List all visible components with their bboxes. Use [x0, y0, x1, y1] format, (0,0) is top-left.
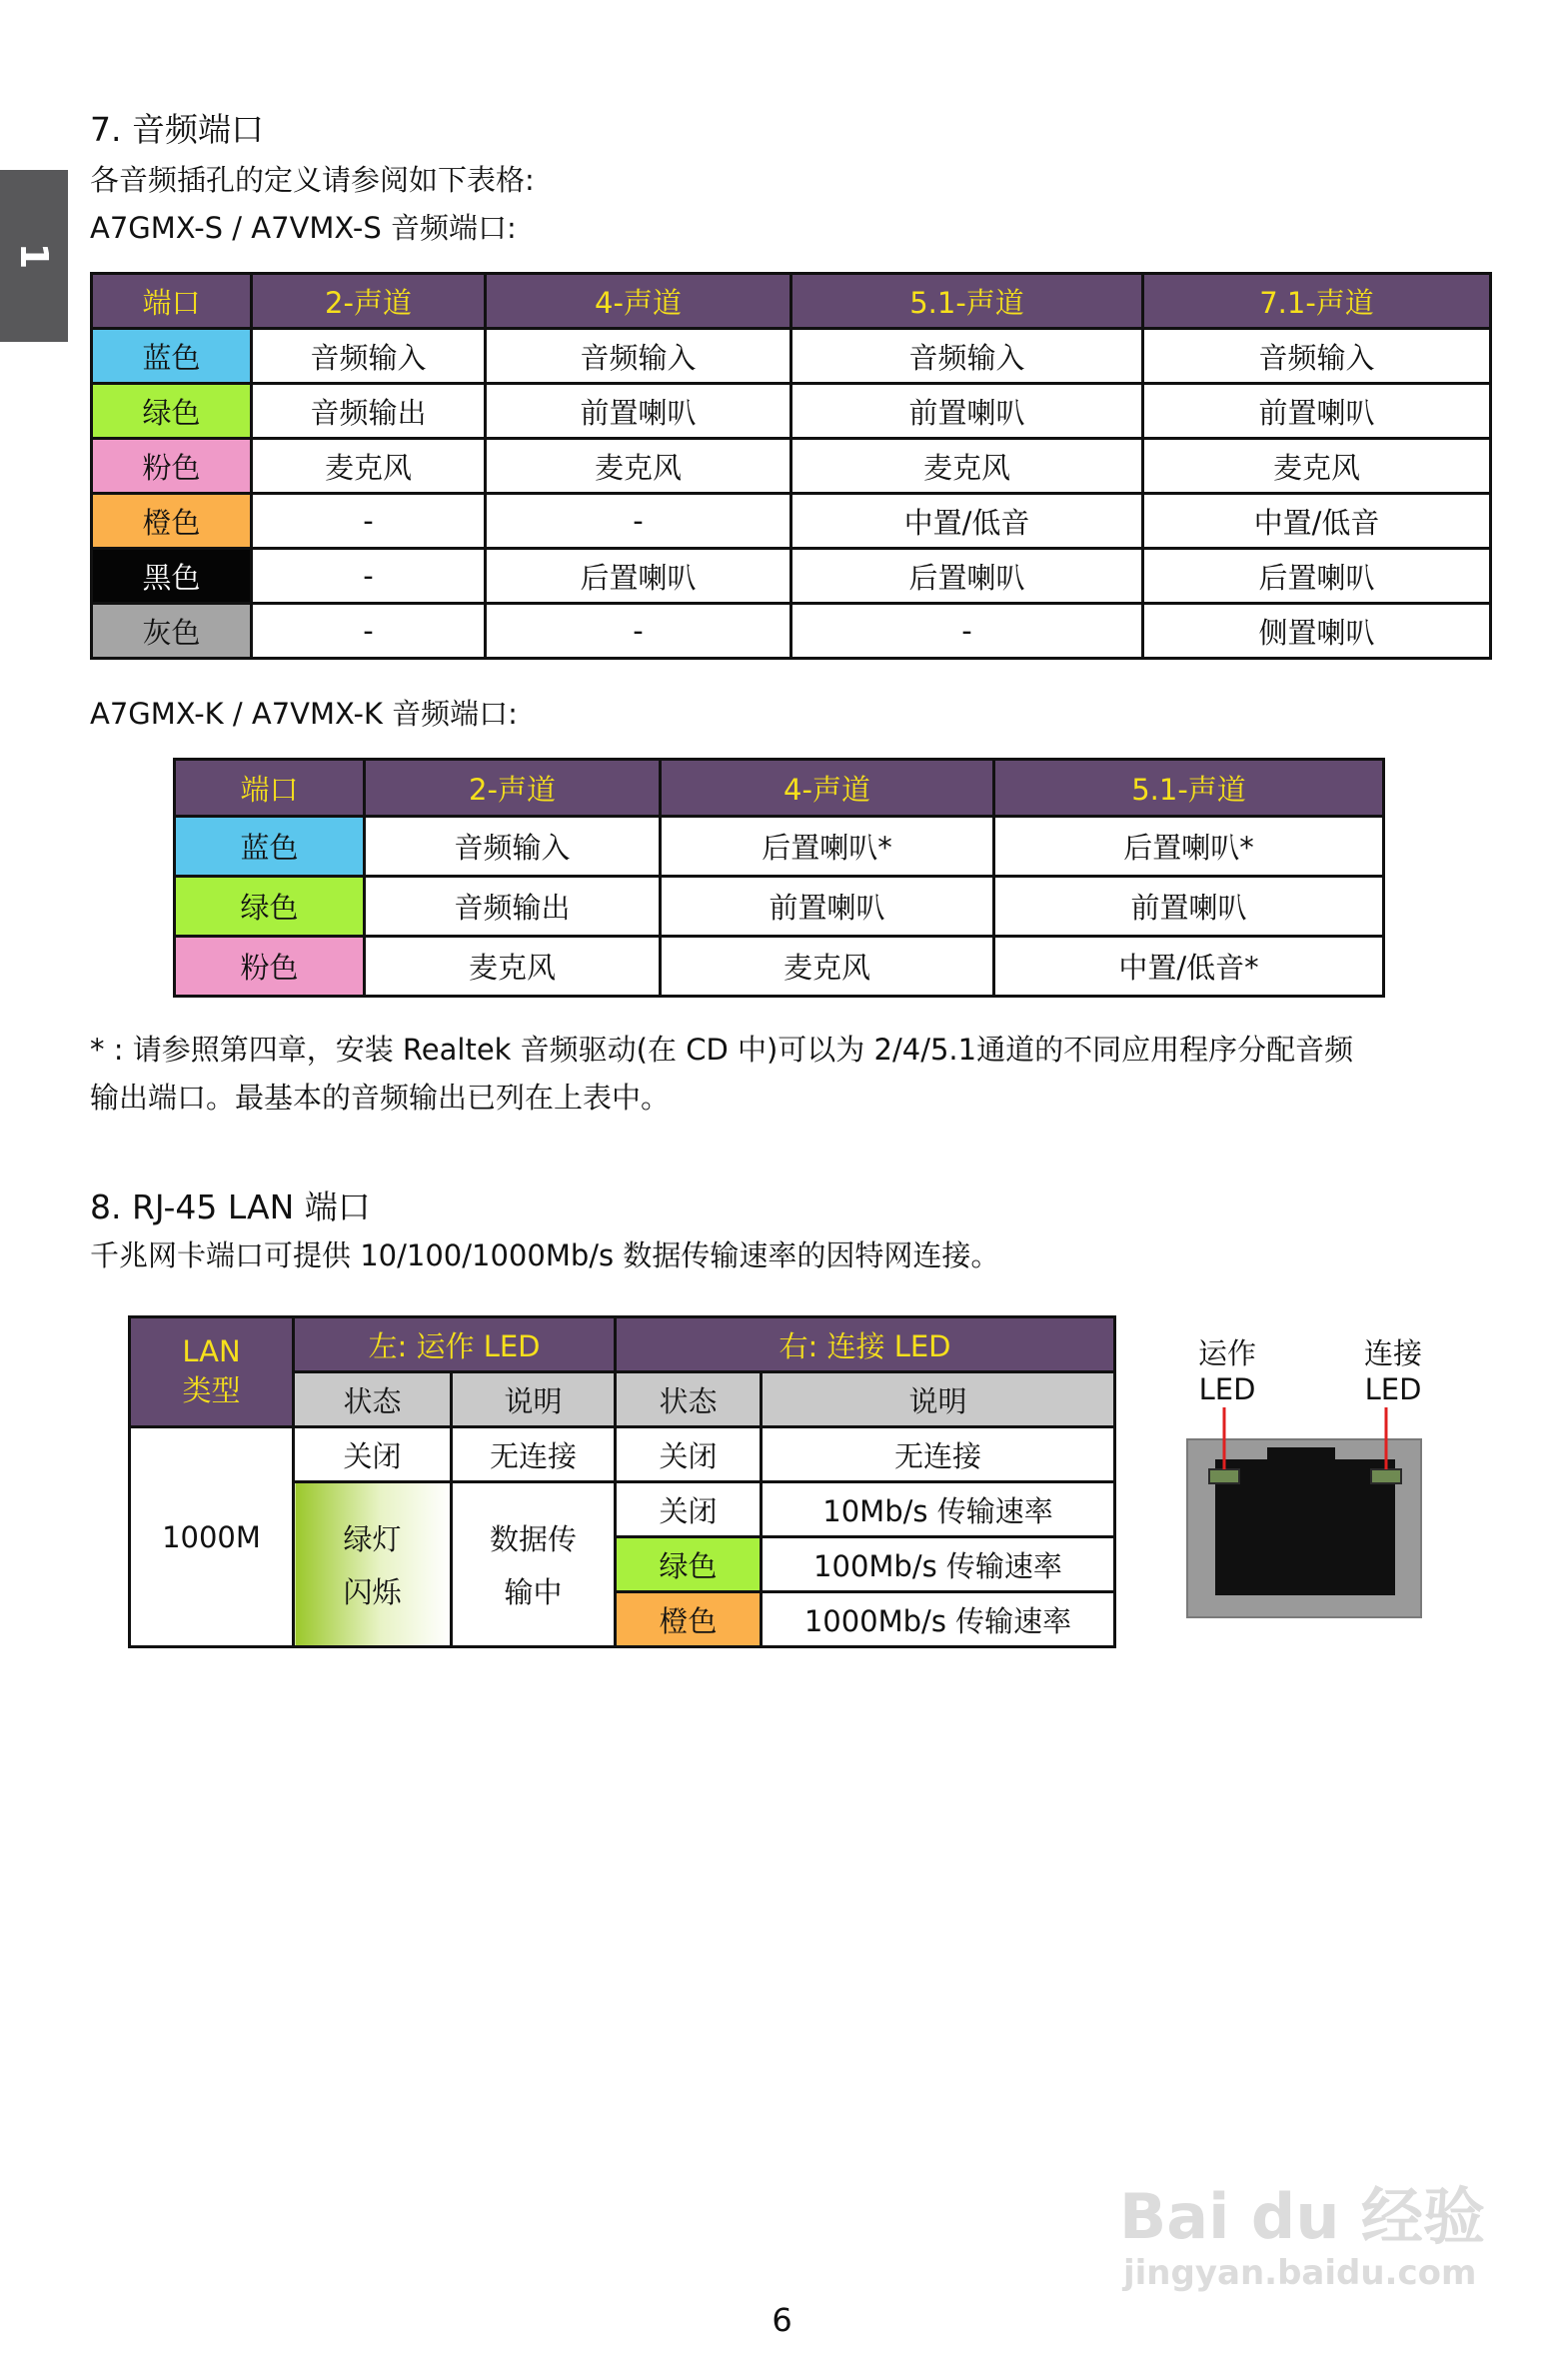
- table-row: [92, 604, 1491, 659]
- right-desc-label: 说明: [762, 1372, 1115, 1427]
- table-cell: 音频输入: [791, 329, 1143, 384]
- section8-intro: 千兆网卡端口可提供 10/100/1000Mb/s 数据传输速率的因特网连接。: [90, 1238, 1000, 1272]
- table-cell: 后置喇叭*: [661, 817, 994, 877]
- table2-header-4ch: 4-声道: [661, 760, 994, 817]
- audio-note-line1: * : 请参照第四章，安装 Realtek 音频驱动(在 CD 中)可以为 2/4/5.1通道的不同应用程序分配音频: [90, 1033, 1354, 1067]
- left-status-label: 状态: [294, 1372, 452, 1427]
- table-cell: 中置/低音: [1143, 494, 1491, 549]
- rj45-socket: [1215, 1447, 1395, 1595]
- table-cell: 音频输入: [486, 329, 791, 384]
- led-right-label: [1345, 1335, 1441, 1407]
- port-blue: 蓝色: [175, 817, 365, 877]
- port-pink: 粉色: [175, 937, 365, 997]
- table-cell: 后置喇叭*: [994, 817, 1384, 877]
- table-cell: 音频输入: [252, 329, 486, 384]
- table-row: [175, 817, 1384, 877]
- port-green: 绿色: [92, 384, 252, 439]
- table-row: [92, 439, 1491, 494]
- table-cell: 麦克风: [1143, 439, 1491, 494]
- port-green: 绿色: [175, 877, 365, 937]
- table-cell: 音频输出: [252, 384, 486, 439]
- port-gray: 灰色: [92, 604, 252, 659]
- table-cell: 麦克风: [252, 439, 486, 494]
- audio-table-k: [173, 758, 1385, 998]
- led-right-label-line2: LED: [1364, 1372, 1422, 1406]
- table-cell: 前置喇叭: [661, 877, 994, 937]
- right-status: 关闭: [616, 1482, 762, 1537]
- port-pink: 粉色: [92, 439, 252, 494]
- section7-intro: 各音频插孔的定义请参阅如下表格:: [90, 163, 535, 197]
- table-cell: 后置喇叭: [486, 549, 791, 604]
- right-status-label: 状态: [616, 1372, 762, 1427]
- table-cell: 中置/低音: [791, 494, 1143, 549]
- table-cell: 前置喇叭: [486, 384, 791, 439]
- left-active-desc: [452, 1482, 616, 1647]
- port-orange: 橙色: [92, 494, 252, 549]
- led-left-label-line2: LED: [1198, 1372, 1256, 1406]
- table-row: [92, 549, 1491, 604]
- table-cell: 麦克风: [661, 937, 994, 997]
- section7-heading: 7. 音频端口: [90, 110, 264, 149]
- watermark-brand: Bai du 经验: [1119, 2180, 1486, 2253]
- left-active-status-line2: 闪烁: [343, 1575, 402, 1609]
- audio-table-s: [90, 272, 1492, 660]
- left-desc-label: 说明: [452, 1372, 616, 1427]
- table-cell: 前置喇叭: [1143, 384, 1491, 439]
- right-status: 关闭: [616, 1427, 762, 1482]
- table-cell: 前置喇叭: [791, 384, 1143, 439]
- right-led-header: 右: 连接 LED: [616, 1317, 1115, 1372]
- led-left-label-line1: 运作: [1197, 1336, 1256, 1370]
- table-row: [92, 494, 1491, 549]
- table-cell: 后置喇叭: [791, 549, 1143, 604]
- led-right-label-line1: 连接: [1363, 1336, 1422, 1370]
- table-cell: 音频输入: [365, 817, 661, 877]
- table-cell: -: [252, 604, 486, 659]
- led-left-label: [1179, 1335, 1275, 1407]
- lan-type-header: [130, 1317, 294, 1427]
- table-row: [175, 937, 1384, 997]
- table-cell: -: [486, 604, 791, 659]
- table-cell: -: [252, 494, 486, 549]
- table2-header-51ch: 5.1-声道: [994, 760, 1384, 817]
- audio-note-line2: 输出端口。最基本的音频输出已列在上表中。: [90, 1081, 671, 1115]
- left-off-status: 关闭: [294, 1427, 452, 1482]
- table1-header-51ch: 5.1-声道: [791, 274, 1143, 329]
- left-active-desc-line1: 数据传: [489, 1522, 577, 1556]
- table-cell: 音频输入: [1143, 329, 1491, 384]
- table-cell: -: [486, 494, 791, 549]
- table1-caption: A7GMX-S / A7VMX-S 音频端口:: [90, 211, 517, 245]
- table1-header-port: 端口: [92, 274, 252, 329]
- left-led-header: 左: 运作 LED: [294, 1317, 616, 1372]
- table-cell: 前置喇叭: [994, 877, 1384, 937]
- table1-header-2ch: 2-声道: [252, 274, 486, 329]
- lan-type-value: 1000M: [130, 1427, 294, 1647]
- chapter-tab: [0, 170, 68, 342]
- watermark-url: jingyan.baidu.com: [1123, 2253, 1477, 2293]
- port-black: 黑色: [92, 549, 252, 604]
- page-number: 6: [772, 2301, 792, 2339]
- right-status-orange: 橙色: [616, 1592, 762, 1647]
- table-cell: 麦克风: [365, 937, 661, 997]
- table-cell: 后置喇叭: [1143, 549, 1491, 604]
- lan-type-header-line1: LAN: [182, 1334, 241, 1368]
- led-left-lamp: [1209, 1469, 1239, 1483]
- table-cell: -: [791, 604, 1143, 659]
- right-desc: 无连接: [762, 1427, 1115, 1482]
- table1-header-71ch: 7.1-声道: [1143, 274, 1491, 329]
- left-off-desc: 无连接: [452, 1427, 616, 1482]
- lan-table: [128, 1315, 1116, 1648]
- led-right-lamp: [1371, 1469, 1401, 1483]
- table1-header-row: [92, 274, 1491, 329]
- left-active-desc-line2: 输中: [504, 1575, 563, 1609]
- table-row: [130, 1427, 1115, 1482]
- lan-header-row: [130, 1317, 1115, 1372]
- table-cell: -: [252, 549, 486, 604]
- table2-caption: A7GMX-K / A7VMX-K 音频端口:: [90, 697, 518, 731]
- right-desc: 1000Mb/s 传输速率: [762, 1592, 1115, 1647]
- lan-type-header-line2: 类型: [182, 1373, 241, 1407]
- table2-header-row: [175, 760, 1384, 817]
- table-row: [92, 329, 1491, 384]
- table2-header-2ch: 2-声道: [365, 760, 661, 817]
- table-row: [175, 877, 1384, 937]
- table-cell: 侧置喇叭: [1143, 604, 1491, 659]
- table-cell: 麦克风: [791, 439, 1143, 494]
- right-desc: 10Mb/s 传输速率: [762, 1482, 1115, 1537]
- table-cell: 麦克风: [486, 439, 791, 494]
- port-blue: 蓝色: [92, 329, 252, 384]
- left-active-status: [294, 1482, 452, 1647]
- table-row: [92, 384, 1491, 439]
- chapter-number: 1: [12, 242, 56, 270]
- rj45-port-illustration: [1185, 1407, 1425, 1619]
- left-active-status-line1: 绿灯: [343, 1522, 402, 1556]
- table-cell: 音频输出: [365, 877, 661, 937]
- right-desc: 100Mb/s 传输速率: [762, 1537, 1115, 1592]
- section8-heading: 8. RJ-45 LAN 端口: [90, 1188, 371, 1226]
- table1-header-4ch: 4-声道: [486, 274, 791, 329]
- right-status-green: 绿色: [616, 1537, 762, 1592]
- table2-header-port: 端口: [175, 760, 365, 817]
- table-cell: 中置/低音*: [994, 937, 1384, 997]
